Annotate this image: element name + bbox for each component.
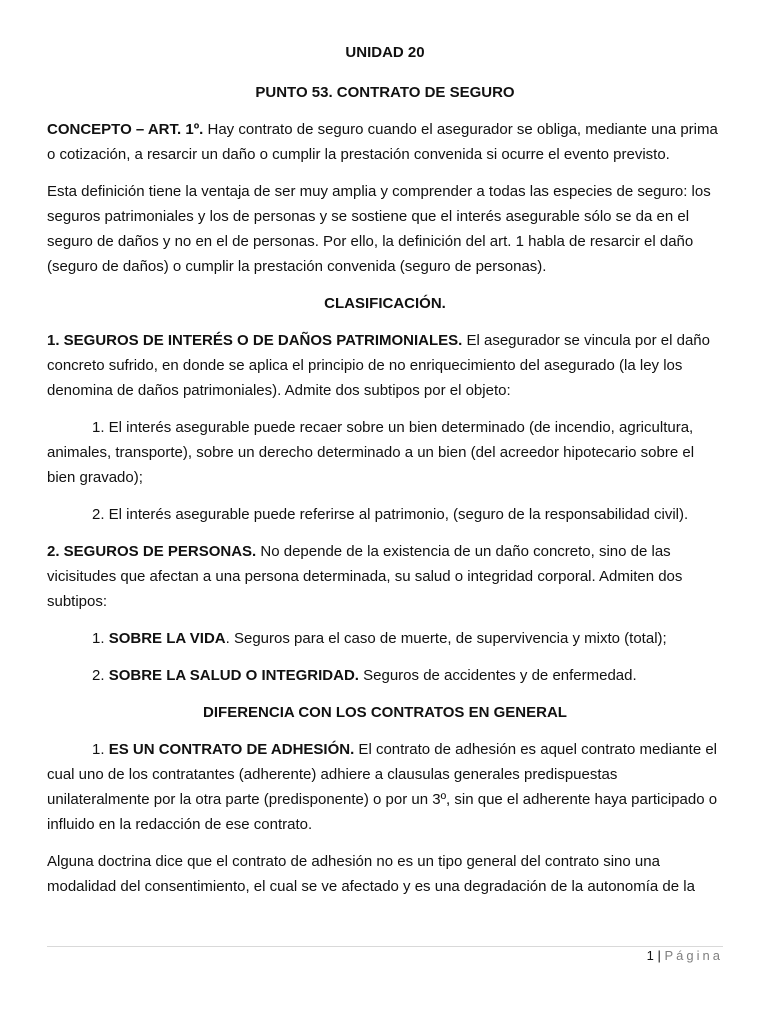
item-number: 1. [92, 741, 109, 758]
item-text: Seguros de accidentes y de enfermedad. [358, 667, 637, 684]
section-1-text: El asegurador se vincula por el daño concreto sufrido, en donde se aplica el principio de no enriquecimiento del asegurado (la ley los denomina de daños patrimoniales). Admite dos subtipos por el objeto: [47, 332, 710, 399]
concept-paragraph [47, 117, 723, 167]
item-number: 2. [92, 667, 109, 684]
unit-title: UNIDAD 20 [345, 44, 425, 61]
concept-label: CONCEPTO – ART. 1º. [47, 121, 204, 138]
definition-paragraph: Esta definición tiene la ventaja de ser muy amplia y comprender a todas las especies de seguro: los seguros patrimoniales y los de personas y se sostiene que el interés asegurable sólo se da en el seguro de daños y no en el de personas. Por ello, la definición del art. 1 habla de resarcir el daño (seguro de daños) o cumplir la prestación convenida (seguro de personas). [47, 183, 711, 275]
item-label: ES UN CONTRATO DE ADHESIÓN. [108, 741, 355, 758]
item-label: SOBRE LA SALUD O INTEGRIDAD. [108, 667, 359, 684]
page-number: 1 [646, 948, 654, 963]
section-2-item-1 [47, 626, 723, 651]
item-text: El contrato de adhesión es aquel contrato mediante el cual uno de los contratantes (adherente) adhiere a clausulas generales predispuestas unilateralmente por la otra parte (predisponente) o por un 3º, sin que el adherente haya participado o influido en la redacción de ese contrato. [47, 741, 718, 833]
item-text: . Seguros para el caso de muerte, de supervivencia y mixto (total); [225, 630, 667, 647]
concept-text: Hay contrato de seguro cuando el asegurador se obliga, mediante una prima o cotización, a resarcir un daño o cumplir la prestación convenida si ocurre el evento previsto. [47, 121, 718, 163]
section-2-paragraph [47, 539, 723, 614]
difference-item-1 [47, 737, 723, 837]
document-body [47, 40, 723, 899]
section-heading: PUNTO 53. CONTRATO DE SEGURO [255, 84, 515, 101]
section-2-item-2 [47, 663, 723, 688]
section-2-label: 2. SEGUROS DE PERSONAS. [47, 543, 257, 560]
section-2-text: No depende de la existencia de un daño concreto, sino de las vicisitudes que afectan a una persona determinada, su salud o integridad corporal. Admiten dos subtipos: [47, 543, 683, 610]
doctrine-paragraph: Alguna doctrina dice que el contrato de adhesión no es un tipo general del contrato sino una modalidad del consentimiento, el cual se ve afectado y es una degradación de la autonomía de la [47, 853, 695, 895]
difference-title: DIFERENCIA CON LOS CONTRATOS EN GENERAL [203, 704, 567, 721]
footer-separator: | [657, 948, 661, 963]
section-1-item-2: 2. El interés asegurable puede referirse al patrimonio, (seguro de la responsabilidad civil). [92, 506, 689, 523]
item-number: 1. [92, 630, 109, 647]
item-label: SOBRE LA VIDA [108, 630, 226, 647]
page-footer [647, 947, 723, 965]
footer-divider [47, 946, 723, 947]
section-1-paragraph [47, 328, 723, 403]
section-1-item-1: 1. El interés asegurable puede recaer sobre un bien determinado (de incendio, agricultura, animales, transporte), sobre un derecho determinado a un bien (del acreedor hipotecario sobre el bien gravado); [47, 419, 695, 486]
classification-title: CLASIFICACIÓN. [324, 295, 446, 312]
page-word: Página [664, 948, 723, 963]
section-1-label: 1. SEGUROS DE INTERÉS O DE DAÑOS PATRIMONIALES. [47, 332, 463, 349]
